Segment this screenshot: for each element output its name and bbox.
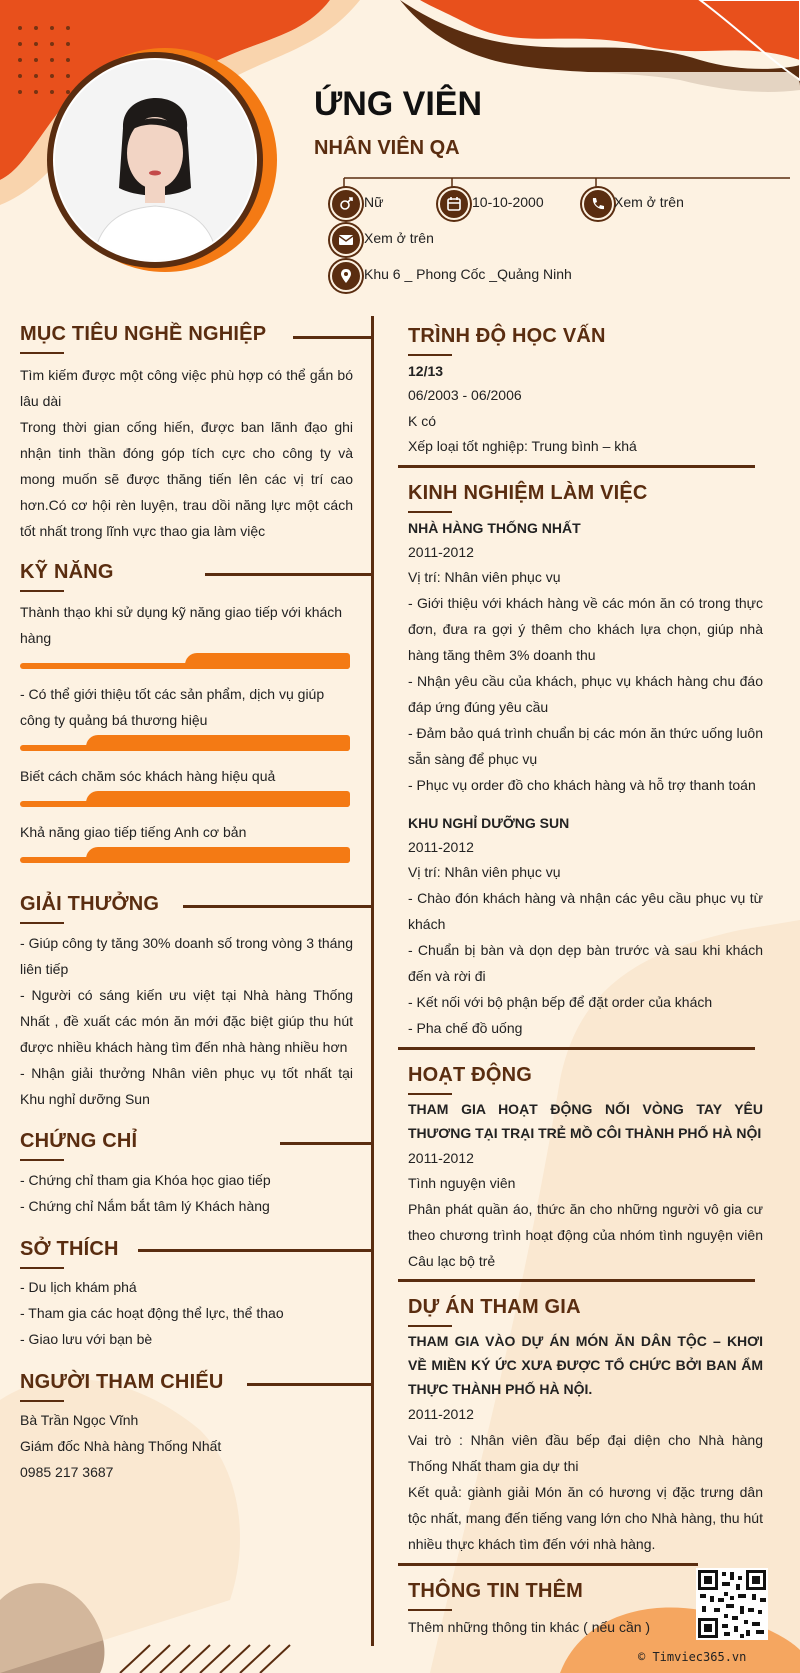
certificates-title: CHỨNG CHỈ <box>20 1130 138 1152</box>
award-3: - Nhận giải thưởng Nhân viên phục vụ tốt nhất tại Khu nghỉ dưỡng Sun <box>20 1065 353 1107</box>
skills-title: KỸ NĂNG <box>20 561 114 583</box>
hobby-1: - Du lịch khám phá <box>20 1279 137 1295</box>
address-value: Khu 6 _ Phong Cốc _Quảng Ninh <box>364 266 572 282</box>
experience-title: KINH NGHIỆM LÀM VIỆC <box>408 482 648 504</box>
activity-desc: Phân phát quần áo, thức ăn cho những người vô gia cư theo chương trình hoạt động của nhóm tình nguyện viên Câu lạc bộ trẻ <box>408 1201 763 1269</box>
job-2-duty-3: - Kết nối với bộ phận bếp để đặt order của khách <box>408 994 713 1010</box>
awards-title: GIẢI THƯỞNG <box>20 893 160 915</box>
hobby-3: - Giao lưu với bạn bè <box>20 1331 153 1347</box>
education-period: 06/2003 - 06/2006 <box>408 387 522 403</box>
birthday-value: 10-10-2000 <box>472 194 544 210</box>
email-value: Xem ở trên <box>364 230 434 246</box>
project-period: 2011-2012 <box>408 1406 474 1422</box>
skill-1-bar <box>20 653 350 669</box>
skill-2-bar <box>20 735 350 751</box>
skill-1-text: Thành thạo khi sử dụng kỹ năng giao tiếp với khách hàng <box>20 604 343 646</box>
projects-title: DỰ ÁN THAM GIA <box>408 1296 581 1318</box>
activities-title: HOẠT ĐỘNG <box>408 1064 533 1086</box>
hobby-2: - Tham gia các hoạt động thể lực, thể thao <box>20 1305 284 1321</box>
candidate-position: NHÂN VIÊN QA <box>314 137 460 159</box>
job-2-period: 2011-2012 <box>408 839 474 855</box>
activities-underline <box>408 1093 452 1095</box>
objective-text-1: Tìm kiếm được một công việc phù hợp có thể gắn bó lâu dài <box>20 367 353 409</box>
awards-underline <box>20 922 64 924</box>
email-icon <box>330 224 362 256</box>
candidate-name: ỨNG VIÊN <box>314 85 483 123</box>
skill-1-bar-fill <box>185 653 350 669</box>
skills-underline <box>20 590 64 592</box>
project-role: Vai trò : Nhân viên đầu bếp đại diện cho Nhà hàng Thống Nhất tham gia dự thi <box>408 1432 763 1474</box>
extra-underline <box>408 1609 452 1611</box>
education-underline <box>408 354 452 356</box>
award-1: - Giúp công ty tăng 30% doanh số trong vòng 3 tháng liên tiếp <box>20 935 353 977</box>
job-1-company: NHÀ HÀNG THỐNG NHẤT <box>408 520 581 536</box>
job-1-duty-3: - Đảm bảo quá trình chuẩn bị các món ăn thức uống luôn sẵn sàng để phục vụ <box>408 725 763 767</box>
activity-name: THAM GIA HOẠT ĐỘNG NỐI VÒNG TAY YÊU THƯƠNG TẠI TRẠI TRẺ MỒ CÔI THÀNH PHỐ HÀ NỘI <box>408 1101 763 1141</box>
experience-underline <box>408 511 452 513</box>
job-1-role: Vị trí: Nhân viên phục vụ <box>408 569 561 585</box>
extra-title: THÔNG TIN THÊM <box>408 1580 584 1602</box>
job-1-duty-4: - Phục vụ order đồ cho khách hàng và hỗ trợ thanh toán <box>408 777 756 793</box>
project-result: Kết quả: giành giải Món ăn có hương vị đặc trưng dân tộc nhất, mang đến tiếng vang lớn cho Nhà hàng, thu hút nhiều thực khách tìm đến với nhà hàng. <box>408 1484 763 1552</box>
projects-underline <box>408 1325 452 1327</box>
certificates-underline <box>20 1159 64 1161</box>
certificate-1: - Chứng chỉ tham gia Khóa học giao tiếp <box>20 1172 271 1188</box>
skill-4-bar <box>20 847 350 863</box>
certificates-connector <box>280 1142 373 1145</box>
project-name: THAM GIA VÀO DỰ ÁN MÓN ĂN DÂN TỘC – KHƠI VỀ MIỀN KÝ ỨC XƯA ĐƯỢC TỔ CHỨC BỞI BAN ẨM THỰC THÀNH PHỐ HÀ NỘI. <box>408 1333 763 1397</box>
hobbies-underline <box>20 1267 64 1269</box>
hobbies-connector <box>138 1249 373 1252</box>
job-1-duty-2: - Nhận yêu cầu của khách, phục vụ khách hàng chu đáo đáp ứng đúng yêu cầu <box>408 673 763 715</box>
reference-name: Bà Trần Ngọc Vĩnh <box>20 1412 139 1428</box>
skill-2-bar-fill <box>86 735 350 751</box>
profile-photo <box>53 58 257 262</box>
qr-code <box>696 1568 768 1640</box>
skill-4-text: Khả năng giao tiếp tiếng Anh cơ bản <box>20 824 247 840</box>
references-title: NGƯỜI THAM CHIẾU <box>20 1371 224 1393</box>
objective-text-2: Trong thời gian cống hiến, được ban lãnh đạo ghi nhận tinh thần đóng góp tích cực cho công ty và mong muốn sẽ được thăng tiến lên các vị trí cao hơn.Có cơ hội rèn luyện, trau dồi năng lực một cách tốt nhất trong lĩnh vực thao gia làm việc <box>20 419 353 539</box>
references-underline <box>20 1400 64 1402</box>
experience-divider <box>398 1047 755 1050</box>
reference-role: Giám đốc Nhà hàng Thống Nhất <box>20 1438 222 1454</box>
skill-3-text: Biết cách chăm sóc khách hàng hiệu quả <box>20 768 276 784</box>
award-2: - Người có sáng kiến ưu việt tại Nhà hàng Thống Nhất , đề xuất các món ăn mới đặc biệt giúp thu hút được nhiều khách hàng tìm đến nhà hàng nhiều hơn <box>20 987 353 1055</box>
job-1-duty-1: - Giới thiệu với khách hàng về các món ăn có trong thực đơn, đưa ra gợi ý thêm cho khách lựa chọn, giúp nhà hàng tăng thêm 3% doanh thu <box>408 595 763 663</box>
skill-4-bar-fill <box>86 847 350 863</box>
activity-period: 2011-2012 <box>408 1150 474 1166</box>
skills-connector <box>205 573 373 576</box>
calendar-icon <box>438 188 470 220</box>
education-title: TRÌNH ĐỘ HỌC VẤN <box>408 325 606 347</box>
projects-divider <box>398 1563 698 1566</box>
activities-divider <box>398 1279 755 1282</box>
activity-role: Tình nguyện viên <box>408 1175 516 1191</box>
education-grade: Xếp loại tốt nghiệp: Trung bình – khá <box>408 438 637 454</box>
education-school: 12/13 <box>408 363 444 379</box>
objective-connector <box>293 336 373 339</box>
skill-2-text: - Có thể giới thiệu tốt các sản phẩm, dịch vụ giúp công ty quảng bá thương hiệu <box>20 686 325 728</box>
phone-value: Xem ở trên <box>614 194 684 210</box>
references-connector <box>247 1383 373 1386</box>
education-divider <box>398 465 755 468</box>
job-2-duty-4: - Pha chế đồ uống <box>408 1020 523 1036</box>
job-2-duty-2: - Chuẩn bị bàn và dọn dẹp bàn trước và sau khi khách đến và rời đi <box>408 942 763 984</box>
skill-3-bar <box>20 791 350 807</box>
job-1-period: 2011-2012 <box>408 544 474 560</box>
watermark: © Timviec365.vn <box>638 1650 747 1664</box>
education-major: K có <box>408 413 437 429</box>
job-2-duty-1: - Chào đón khách hàng và nhận các yêu cầu phục vụ từ khách <box>408 890 763 932</box>
gender-value: Nữ <box>364 194 384 210</box>
gender-icon <box>330 188 362 220</box>
job-2-role: Vị trí: Nhân viên phục vụ <box>408 864 561 880</box>
job-2-company: KHU NGHỈ DƯỠNG SUN <box>408 815 570 831</box>
reference-phone: 0985 217 3687 <box>20 1464 114 1480</box>
hobbies-title: SỞ THÍCH <box>20 1238 119 1260</box>
objective-title: MỤC TIÊU NGHỀ NGHIỆP <box>20 323 267 345</box>
phone-icon <box>582 188 614 220</box>
skill-3-bar-fill <box>86 791 350 807</box>
location-icon <box>330 260 362 292</box>
extra-text: Thêm những thông tin khác ( nếu cần ) <box>408 1619 651 1635</box>
certificate-2: - Chứng chỉ Nắm bắt tâm lý Khách hàng <box>20 1198 270 1214</box>
objective-underline <box>20 352 64 354</box>
awards-connector <box>183 905 373 908</box>
